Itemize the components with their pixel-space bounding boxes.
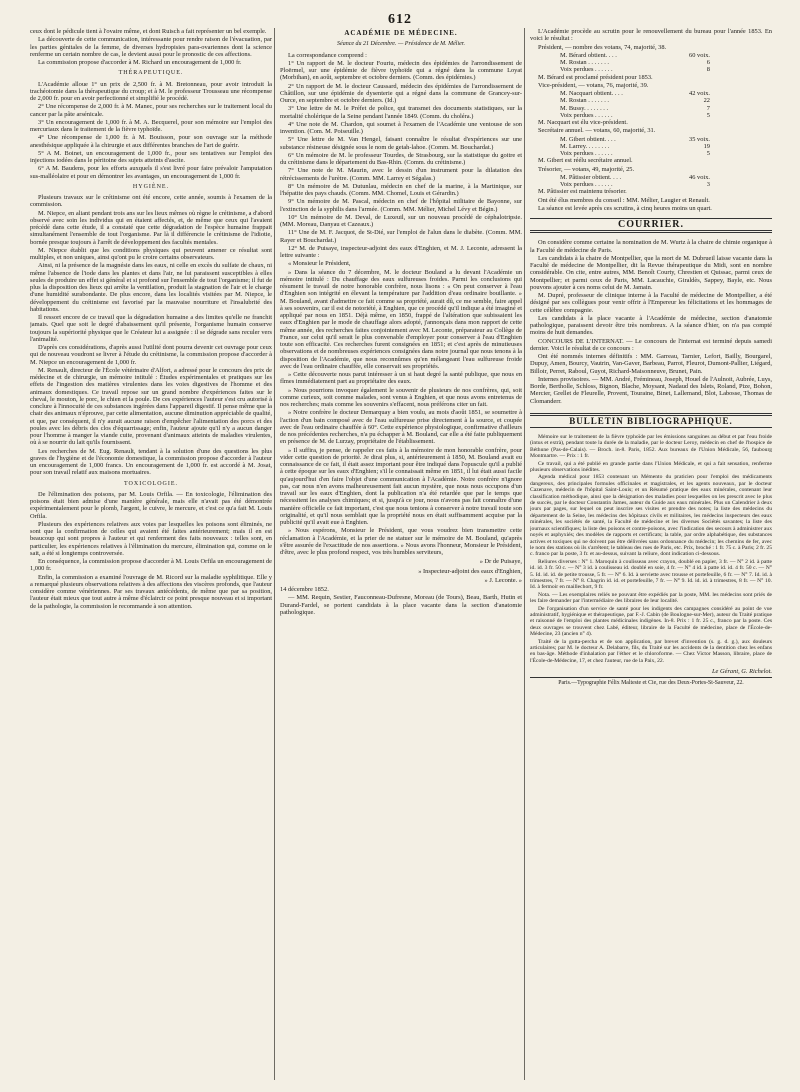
manager-signature: Le Gérant, G. Richelot. — [712, 668, 772, 676]
vote-name: M. Gibert obtient. . . . — [560, 135, 616, 143]
page-number: 612 — [388, 12, 412, 27]
vote-name: M. Bussy. . . . . . . . — [560, 104, 609, 112]
paragraph: La commission propose d'accorder à M. Richard un encouragement de 1,000 fr. — [38, 59, 242, 66]
vote-count: 5 — [706, 111, 710, 119]
paragraph: M. Renault, directeur de l'École vétérinaire d'Alfort, a adressé pour le concours des prix de médecine et de chirurgie, un mémoire intitulé : Études expérimentales et pratiques sur les effets de l'ingestion des matières virulentes dans les voies digestives de l'homme et des animaux domestiques. Ce travail repose sur un grand nombre d'expériences faites sur le cheval, le mouton, le porc, le chien et la poule. De ces expériences l'auteur s'est cru autorisé à conclure à l'innocuité de ces substances ingérées dans l'appareil digestif. Il pense même que la chair des animaux n'éprouve, par cette alimentation, aucune diminution appréciable de qualité, et que, par conséquent, il n'y aurait aucune raison d'empêcher l'alimentation des porcs et des poules avec les débris des clos d'équarrissage; enfin, l'auteur ajoute qu'il n'y a aucun danger pour l'homme à manger la viande cuite, provenant d'animaux atteints de maladies virulentes, où à se nourrir du lait qu'ils fournissent. — [30, 366, 272, 447]
paragraph: M. Nacquart est élu vice-président. — [538, 119, 628, 126]
paragraph: La correspondance comprend : — [288, 51, 367, 59]
vote-name: M. Bérard obtient. . . . — [560, 51, 617, 59]
paragraph: 5° A M. Boinet, un encouragement de 1,000 fr., pour ses tentatives sur l'emploi des injections iodées dans le péritoine des sujets atteints d'ascite. — [30, 149, 272, 164]
vote-name: Voix perdues . . . . . . — [560, 111, 613, 119]
paragraph: Mémoire sur le traitement de la fièvre typhoïde par les émissions sanguines au début et par l'eau froide (intus et extrà), pendant toute la durée de la maladie, par le docteur Leroy, médecin en chef de l'hospice de Béthune (Pas-de-Calais). — Broch. in-8. Paris, 1852. Aux bureaux de l'Union Médicale, 56, faubourg Montmartre. — Prix : 1 fr. — [530, 434, 772, 460]
paragraph: 6° A M. Baudens, pour les efforts auxquels il s'est livré pour faire prévaloir l'amputation sus-malléolaire et pour en démontrer les avantages, un encouragement de 1,000 fr. — [30, 165, 272, 180]
paragraph: » Dans la séance du 7 décembre, M. le docteur Bouland a lu devant l'Académie un mémoire intitulé : Du chauffage des eaux sulfureuses froides. Parmi les conclusions qui résument le travail de notre honorable confrère, nous lisons : « On peut conserver à l'eau d'Enghien son intégrité en élevant la température par l'addition d'eau ordinaire bouillante. » M. Bouland, avant d'admettre ce fait comme sa propriété, aurait dû, ce me semble, faire appel à ses souvenirs, car il est de notoriété, à Enghien, que ce procédé qu'il indique a été imaginé et appliqué par nous en 1851. Déjà même, en 1850, frappé de l'altération que subissaient les eaux d'Enghien par le mode de chauffage alors adopté, j'annonçais dans mon rapport de cette même année, des recherches faites conjointement avec M. Leconte, préparateur au Collège de France, sur celui qu'il serait le plus convenable d'employer pour conserver à l'eau d'Enghien toute son efficacité. Ces recherches furent consignées en 1851; et c'est après de minutieuses observations et de nombreuses expériences consignées dans notre journal que nous tenons à la disposition de l'Académie, que nous reconnûmes qu'en mélangeant l'eau sulfureuse froide avec de l'eau ordinaire chauffée, elle conservait ses propriétés. — [280, 268, 522, 370]
paragraph: D'après ces considérations, d'après aussi l'utilité dont pourra devenir cet ouvrage pour ceux qui de nouveau voudront se livrer à l'étude du crétinisme, la commission propose d'accorder à M. Niepce un encouragement de 1,000 fr. — [30, 344, 272, 366]
paragraph: Les recherches de M. Eug. Renault, tendant à la solution d'une des questions les plus graves de l'hygiène et de l'économie domestique, la commission propose d'accorder à l'auteur un encouragement de 1,000 francs. Un encouragement de 1,000 fr. est accordé à M. Josat, pour son travail relatif aux maisons mortuaires. — [30, 447, 272, 477]
paragraph: 11° Une de M. F. Jacquot, de St-Dié, sur l'emploi de l'alun dans le diabète. (Comm. MM. Rayer et Bouchardat.) — [280, 229, 522, 244]
paragraph: 2° Un rapport de M. le docteur Caussard, médecin des épidémies de l'arrondissement de Châtillon, sur une épidémie de dysenterie qui a régné dans la commune de Grancey-sur-Ource, en septembre et octobre derniers. (Id.) — [280, 82, 522, 104]
paragraph: Nota. — Les exemplaires reliés ne pouvant être expédiés par la poste, MM. les médecins sont priés de les faire demander par l'intermédiaire des libraires de leur localité. — [530, 591, 772, 605]
paragraph: M. Niepce établit que les conditions physiques qui peuvent amener ce résultat sont multiples, et non uniques, ainsi qu'ont pu le croire certains observateurs. — [30, 246, 272, 261]
section-heading: TOXICOLOGIE. — [123, 480, 179, 487]
paragraph: De l'élimination des poisons, par M. Louis Orfila. — En toxicologie, l'élimination des poisons était bien admise d'une manière générale, mais elle n'avait pas été démontrée expérimentalement pour le plomb, l'argent, le cuivre, le mercure, et c'est ce qu'a fait M. Louis Orfila. — [30, 490, 272, 520]
paragraph: La séance est levée après ces scrutins, à cinq heures moins un quart. — [538, 204, 712, 212]
paragraph: M. Pâtissier est maintenu trésorier. — [538, 188, 627, 196]
paragraph: 4° Une note de M. Chardon, qui soumet à l'examen de l'Académie une ventouse de son invention. (Com. M. Poiseuille.) — [280, 120, 522, 135]
paragraph: 12° M. de Puisaye, inspecteur-adjoint des eaux d'Enghien, et M. J. Leconte, adressent la lettre suivante : — [280, 244, 522, 259]
paragraph: Vice-président, — votans, 76, majorité, 39. — [538, 81, 649, 89]
signature: » Dr de Puisaye, — [479, 558, 522, 566]
paragraph: L'Académie procède au scrutin pour le renouvellement du bureau pour l'année 1853. En voici le résultat : — [530, 28, 772, 43]
section-heading: THÉRAPEUTIQUE. — [118, 70, 184, 77]
paragraph: M. Niepce, en aliant pendant trois ans sur les lieux mêmes où règne le crétinisme, a d'abord observé avec soin les individus qui en étaient affectés, et, de même que ceux qui l'avaient précédé dans cette étude, il a constaté que cette dégradation de l'espèce humaine frappait simultanément l'ensemble de tout l'organisme. Par là il différencie le crétinisme de l'idiotie, bornée presque toujours à l'arrêt de développement des facultés mentales. — [30, 209, 272, 246]
paragraph: M. Gibert est réélu secrétaire annuel. — [538, 157, 633, 165]
paragraph: » Cette découverte nous parut intéresser à un si haut degré la santé publique, que nous en fîmes immédiatement part au propriétaire des eaux. — [280, 371, 522, 386]
paragraph: 10° Un mémoire de M. Deval, de Luxeuil, sur un nouveau procédé de céphalotripsie. (MM. Moreau, Danyau et Cazeaux.) — [280, 213, 522, 228]
vote-name: M. Larrey. . . . . . . . — [560, 142, 610, 150]
paragraph: 1° Un rapport de M. le docteur Fouriu, médecin des épidémies de l'arrondissement de Ploërmel, sur une épidémie de fièvre typhoïde qui a régné dans la commune Loyat (Morbihan), en août, septembre et octobre derniers. (Comm. des épidémies.) — [280, 59, 522, 82]
vote-count: 42 voix. — [689, 90, 710, 97]
paragraph: 5° Une lettre de M. Van Hengel, faisant connaître le résultat d'expériences sur une substance résineuse désignée sous le nom de getah-lahoe. (Comm. M. Bouchardat.) — [280, 136, 522, 151]
signature: » Inspecteur-adjoint des eaux d'Enghien, — [418, 567, 522, 575]
paragraph: 3° Un encouragement de 1,000 fr. à M. A. Becquerel, pour son mémoire sur l'emploi des mercuriaux dans le traitement de la fièvre typhoïde. — [30, 118, 272, 133]
paragraph: Reliures diverses : N° 1. Maroquin à coulisseau avec crayon, doublé en papier, 3 fr. — N° 2 id. à patte id. id. 3 fr. 50 c. — N° 3 id. à coulisseau id. doublé en soie, 4 fr. — N° 4 id. à patte id. id. 4 fr. 50 c. — N° 5. Id. id. id. de petite trousse, 5 fr. — N° 6. Id. à serviette avec trousse et portefeuille, 6 fr. — N° 7. Id. id. à trimestres, 7 fr. — N° 8. Chagrin id. id. et portefeuille, 7 fr. — N° 9. Id. id. id. à trimestres, 8 fr. — N° 10. Id. à fermoir en maillechort, 9 fr. — [530, 558, 772, 591]
vote-name: Voix perdues . . . . . . — [560, 66, 613, 74]
paragraph: 7° Une note de M. Maurin, avec le dessin d'un instrument pour la dilatation des rétrécissements de l'urètre. (Comm. MM. Larrey et Ségalas.) — [280, 167, 522, 182]
column-rule — [274, 28, 275, 1080]
section-heading-courrier: COURRIER. — [530, 218, 772, 233]
paragraph: Internes provisoires. — MM. André, Frémineau, Joseph, Houel de l'Aulnoit, Aubrée, Luys, Borde, Bertholle, Schloss, Bignon, Blache, Moysant, Nadaud des Islets, Roland, Pize, Bohon, Mercier, Grellet de Fleurelle, Provent, Touraine, Binet, Lallemand, Blot, Labosse, Thomas de Clomanderr. — [530, 375, 772, 405]
paragraph: 3° Une lettre de M. le Préfet de police, qui transmet des documents statistiques, sur la mortalité cholérique de la Seine pendant l'année 1849. (Comm. du choléra.) — [280, 105, 522, 120]
paragraph: Ont été élus membres du conseil : MM. Mélier, Laugier et Renault. — [538, 196, 710, 204]
paragraph: En conséquence, la commission propose d'accorder à M. Louis Orfila un encouragement de 1,000 fr. — [30, 558, 272, 573]
vote-count: 3 — [706, 181, 710, 188]
paragraph: Il ressort encore de ce travail que la dégradation humaine a des limites qu'elle ne franchit jamais. Quel que soit le degré d'abaissement qu'il présente, l'organisme humain conserve toujours la supériorité physique que le Créateur lui a assignée : il se dégrade sans reculer vers l'animalité. — [30, 314, 272, 343]
paragraph: La découverte de cette communication, intéressante pour rendre raison de l'évacuation, par les parties génitales de la femme, de diverses hydropisies para-ovariennes dont la science renferme un certain nombre de cas, le devient aussi pour le pronostic de ces affections. — [30, 36, 272, 58]
paragraph: Les candidats à la place vacante à l'Académie de médecine, section d'anatomie pathologique, paraissent devoir être très nombreux. A la séance d'hier, on n'a pas compté moins de huit demandes. — [530, 314, 772, 337]
column-3 — [530, 28, 772, 1084]
paragraph: M. Bérard est proclamé président pour 1853. — [538, 73, 653, 81]
paragraph: « Monsieur le Président, — [288, 260, 351, 268]
vote-name: Voix perdues . . . . . . — [560, 181, 613, 188]
paragraph: 4° Une récompense de 1,000 fr. à M. Bouisson, pour son ouvrage sur la méthode anesthésique appliquée à la chirurgie et aux différentes branches de l'art de guérir. — [30, 134, 272, 149]
vote-count: 8 — [706, 66, 710, 74]
paragraph: » Il suffira, je pense, de rappeler ces faits à la mémoire de mon honorable confrère, pour vider cette question de priorité. Je dirai plus, si, antérieurement à 1850, M. Bouland avait eu connaissance de ce fait, il était assez important pour être indiqué dans l'opuscule qu'il a publié à cette époque sur les eaux d'Enghien; s'il le connaissait même en 1851, il lui était aussi facile qu'aujourd'hui d'en faire l'objet d'une communication à l'Académie. Notre confrère n'ignore pas, car nous n'en avons malheureusement fait aucun mystère, que nous nous occupons d'un travail sur les eaux d'Enghien, dont la publication n'a été retardée que par le temps que nécessitent les analyses chimiques; et si, jusqu'à ce jour, nous n'avons pas fait connaître d'une manière officielle ce fait important, c'est que nous tenions à conserver à notre travail toute son originalité, et qu'il nous semblait que la propriété nous en était suffisamment acquise par la publicité qu'il avait eue à Enghien. — [280, 446, 522, 526]
paragraph: 9° Un mémoire de M. Pascal, médecin en chef de l'hôpital militaire de Bayonne, sur l'extinction de la syphilis dans l'armée. (Comm. MM. Mélier, Michel Lévy et Bégin.) — [280, 198, 522, 213]
paragraph: M. Dupré, professeur de clinique interne à la Faculté de médecine de Montpellier, a été désigné par ses collègues pour venir offrir à l'Empereur les félicitations et les hommages de cette célèbre compagnie. — [530, 292, 772, 314]
paragraph: Président, — nombre des votans, 74, majorité, 38. — [538, 43, 667, 51]
paragraph: » Nous pourrions invoquer également le souvenir de plusieurs de nos confrères, qui, soit comme curieux, soit comme malades, sont venus à Enghien, et que nous avons entretenus de nos recherches; mais comme les souvenirs s'effacent, nous préférons citer un fait. — [280, 386, 522, 408]
paragraph: ceux dont le pédicule tient à l'ovaire même, et dont Ruisch a fait représenter un bel exemple. — [30, 28, 267, 35]
vote-list — [560, 174, 772, 189]
paragraph: Enfin, la commission a examiné l'ouvrage de M. Ricord sur la maladie syphilitique. Elle y a remarqué plusieurs observations relatives à des affections des viscères profonds, que l'auteur considère comme vénériennes. Par ses travaux antécédents, de même que par sa position, l'auteur était mieux que tout autre à même d'éclaircir ce point presque nouveau et si important de la pathologie, la commission le recommande à son attention. — [30, 573, 272, 610]
paragraph: L'Académie alloue 1° un prix de 2,500 fr. à M. Bretonneau, pour avoir introduit la trachéotomie dans la thérapeutique du croup; et à M. le professeur Trousseau une récompense de 2,000 fr. pour en avoir perfectionné et simplifié le procédé. — [30, 80, 272, 102]
paragraph: Ainsi, ni la présence de la magnésie dans les eaux, ni celle en excès du sulfate de chaux, ni même l'absence de l'iode dans les plantes et dans l'air, ne lui paraissent susceptibles à elles seules de produire un effet si général et si profond sur l'ensemble de tout l'organisme; il fut de plus la disposition des lieux qui arrête la ventilation, produit la stagnation de l'air et le charge d'une humidité surabondante. De plus encore, dans les localités visitées par M. Niepce, le développement du crétinisme est favorisé par la mauvaise nourriture et l'insalubrité des habitations. — [30, 262, 272, 313]
column-1 — [30, 28, 272, 1084]
paragraph: 2° Une récompense de 2,000 fr. à M. Manec, pour ses recherches sur le traitement local du cancer par la pâte arsénicale. — [30, 103, 272, 118]
paragraph: Ont été nommés internes définitifs : MM. Garreau, Tarnier, Lefort, Bailly, Bourgarel, Dupuy, Amen, Bourcy, Vautrin, Van-Gaver, Barbeau, Parrot, Fleurot, Dumont-Pallier, Liégard, Billoir, Perret, Raboul, Guyot, Richard-Maisonneuve, Brunet, Pain. — [530, 353, 772, 375]
paragraph: Ce travail, qui a été publié en grande partie dans l'Union Médicale, et qui a fait sensation, renferme plusieurs observations inédites. — [530, 460, 772, 474]
vote-name: M. Nacquart obtient. . . . — [560, 90, 623, 97]
session-line: Séance du 21 Décembre. — Présidence de M. Mélier. — [337, 41, 465, 48]
paragraph: Agenda médical pour 1853 contenant un Mémento du praticien pour l'emploi des médicaments dangereux, des principales formules officinales et magistrales, et les agents nouveaux, par le docteur Cazenave, médecin de l'hôpital Saint-Louis; et un Résumé pratique des eaux minérales, contenant leur classification méthodique, ainsi que la désignation des maladies pour lesquelles on les prescrit avec le plus de succès, par le docteur Constantin James, auteur du Guide aux eaux minérales. Plus un Calendrier à deux jours par pages, sur lequel on peut inscrire ses visites et prendre des notes; la liste des médecins du département de la Seine, les médecins des hôpitaux civils et militaires, les médecins inspecteurs des eaux minérales, les sociétés de santé, la Faculté de médecine et les diverses Sociétés savantes; la liste des journaux scientifiques; la liste des poisons et contre-poisons, avec l'indication des secours à administrer aux noyés et asphyxiés; des modèles de rapports et certificats; la table, par ordre alphabétique, des substances actives et toxiques qui ne doivent pas être délivrées sans ordonnance du médecin; les chemins de fer, avec le nom des stations où ils s'arrêtent; le tableau des rues de Paris, etc. Prix, broché : 1 fr. 75 c. à Paris; 2 fr. 25 c. franco par la poste, 3 fr. et au-dessus, suivant la reliure, dont indication ci-dessous. — [530, 474, 772, 558]
signature: » J. Leconte. » — [484, 576, 522, 584]
paragraph: Plusieurs travaux sur le crétinisme ont été encore, cette année, soumis à l'examen de la commission. — [30, 194, 272, 209]
paragraph: » Notre confrère le docteur Demarquay a bien voulu, au mois d'août 1851, se soumettre à l'action d'un bain composé avec de l'eau sulfureuse prise directement à la source, et coupée avec de l'eau ordinaire chauffée à 60°. Cette expérience physiologique, confirmative d'ailleurs de nos précédentes recherches, n'a pu échapper à M. Bouland, car elle a été faite publiquement en présence de M. de Lurzay, propriétaire de l'établissement. — [280, 409, 522, 446]
paragraph: Plusieurs des expériences relatives aux voies par lesquelles les poisons sont éliminés, ne sont que la confirmation de celles qui avaient été faites antérieurement; mais il en est beaucoup qui sont propres à l'auteur et qui renferment des faits nouveaux : telles sont, en particulier, les expériences relatives à l'élimination du mercure, élimination qui, comme on le sait, a été si longtemps controversée. — [30, 520, 272, 557]
paragraph: 6° Un mémoire de M. le professeur Tourdes, de Strasbourg, sur la statistique du goitre et du crétinisme dans le département du Bas-Rhin. (Comm. du crétinisme.) — [280, 151, 522, 166]
paragraph: De l'organisation d'un service de santé pour les indigents des campagnes considéré au point de vue administratif, hygiénique et thérapeutique, par F.-J. Cabin (de Boulogne-sur-Mer), auteur du Traité pratique et raisonné de l'emploi des plantes médicinales indigènes. In-8. Prix : 1 fr. 25 c., franco par la poste. Ces deux ouvrages se trouvent chez Labé, éditeur, libraire de la Faculté de médecine, place de l'École-de-Médecine, 23 (ancien n° 4). — [530, 605, 772, 638]
section-heading: HYGIÈNE. — [132, 183, 170, 190]
vote-count: 5 — [706, 150, 710, 157]
vote-name: M. Rostan . . . . . . . — [560, 59, 609, 66]
vote-count: 60 voix. — [689, 51, 710, 59]
date-line: 14 décembre 1852. — [280, 586, 329, 593]
vote-name: M. Rostan . . . . . . . — [560, 97, 609, 105]
section-heading-bulletin: BULLETIN BIBLIOGRAPHIQUE. — [530, 413, 772, 428]
vote-list — [560, 136, 772, 158]
paragraph: » Nous espérons, Monsieur le Président, que vous voudrez bien transmettre cette réclamation à l'Académie, et la prier de ne statuer sur le mémoire de M. Bouland, qu'après s'être assurée de l'exactitude de nos assertions. » Nous avons l'honneur, Monsieur le Président, d'être, avec le plus profond respect, vos très humbles serviteurs, — [280, 527, 522, 556]
vote-count: 35 voix. — [689, 135, 710, 143]
vote-count: 46 voix. — [689, 173, 710, 181]
paragraph: Traité de la gutta-percha et de son application, par brevet d'invention (s. g. d. g.), aux douleurs articulaires; par M. le docteur A. Delabarre, fils, du Traité sur les accidents de la dentition chez les enfans en bas-âge. Méthode d'inhalation par l'éther et le chloroforme. — Chez Victor Masson, libraire, place de l'École-de-Médecine, 17, et chez l'auteur, rue de la Paix, 22. — [530, 638, 772, 664]
vote-name: M. Pâtissier obtient. . . . — [560, 173, 622, 181]
vote-count: 19 — [703, 142, 710, 150]
paragraph: Trésorier, — votans, 49, majorité, 25. — [538, 165, 635, 173]
section-heading: ACADÉMIE DE MÉDECINE. — [344, 29, 458, 37]
printer-imprint: Paris.—Typographie Félix Malteste et Cie, rue des Deux-Portes-St-Sauveur, 22. — [530, 677, 772, 687]
paragraph: On considère comme certaine la nomination de M. Wurtz à la chaire de chimie organique à la Faculté de médecine de Paris. — [530, 239, 772, 254]
vote-list — [560, 90, 772, 119]
vote-count: 7 — [706, 104, 710, 112]
paragraph: — MM. Requin, Sestier, Fauconneau-Dufresne, Moreau (de Tours), Beau, Barth, Hutin et Durand-Fardel, se portent candidats à la place vacante dans la section d'anatomie pathologique. — [280, 594, 522, 616]
vote-count: 6 — [706, 59, 710, 66]
paragraph: CONCOURS DE L'INTERNAT. — Le concours de l'internat est terminé depuis samedi dernier. Voici le résultat de ce concours : — [530, 337, 772, 352]
vote-list — [560, 52, 772, 74]
paragraph: 8° Un mémoire de M. Dutunlau, médecin en chef de la marine, à la Martinique, sur l'hépatite des pays chauds. (Comm. MM. Chomel, Louis et Gérardin.) — [280, 182, 522, 197]
paragraph: Secrétaire annuel. — votans, 60, majorité, 31. — [538, 127, 656, 135]
column-rule — [524, 28, 525, 1080]
vote-name: Voix perdues . . . . . . — [560, 150, 613, 157]
column-2 — [280, 28, 522, 1084]
vote-count: 22 — [703, 97, 710, 105]
paragraph: Les candidats à la chaire de Montpellier, que la mort de M. Dubrueil laisse vacante dans la Faculté de médecine de Montpellier, dit la Revue thérapeutique du Midi, sont en nombre considérable. On cite, entre autres, MM. Benoît Courty, Chrestien et Quissac, parmi ceux de Montpellier; et parmi ceux de Paris, MM. Lacauchie, Giraldès, Sappey, Bayle, etc. Nous pouvons ajouter à ces noms celui de M. Jamain. — [530, 254, 772, 291]
